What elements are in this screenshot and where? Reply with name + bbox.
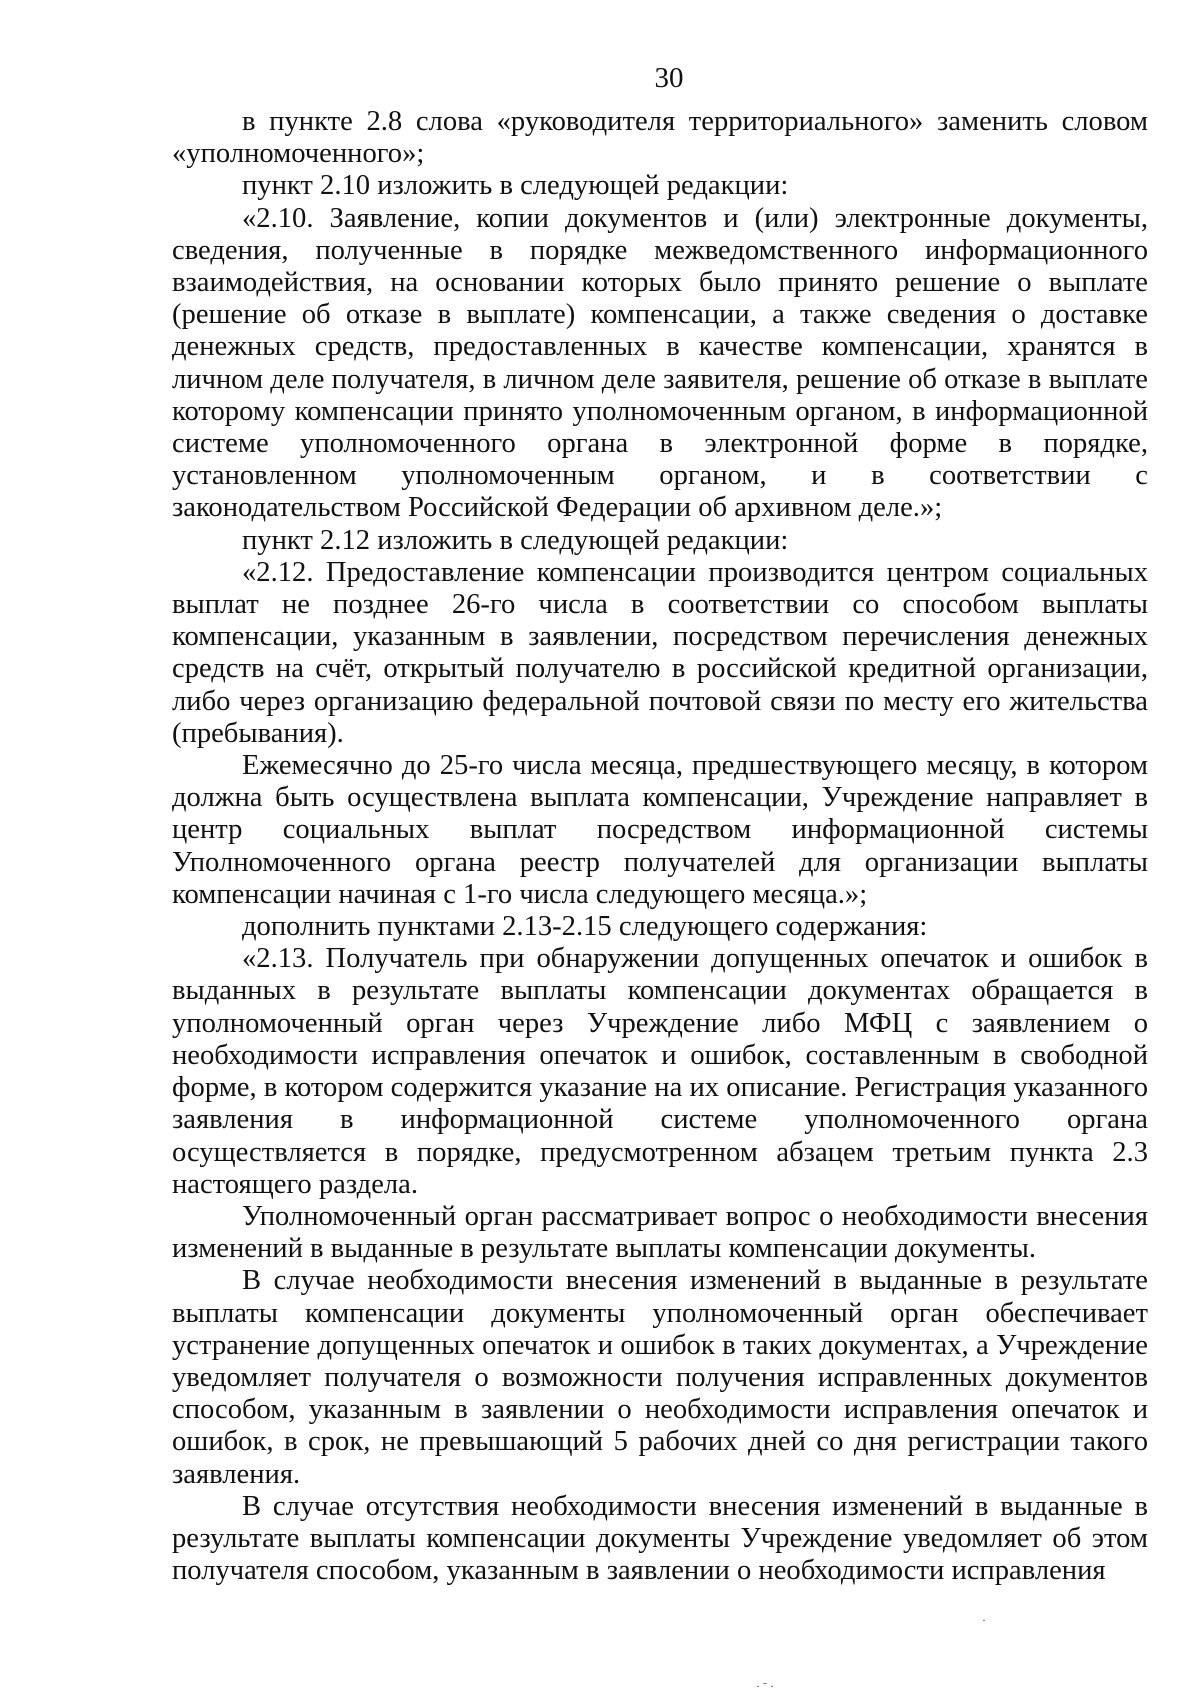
paragraph: «2.10. Заявление, копии документов и (или) электронные документы, сведения, полученные в порядке межведомственного информационного взаимодействия, на основании которых было принято решение о выплате (решение об отказе в выплате) компенсации, а также сведения о доставке денежных средств, предоставленных в качестве компенсации, хранятся в личном деле получателя, в личном деле заявителя, решение об отказе в выплате которому компенсации принято уполномоченным органом, в информационной системе уполномоченного органа в электронной форме в порядке, установленном уполномоченным органом, и в соответствии с законодательством Российской Федерации об архивном деле.»; xyxy=(172,202,1148,524)
document-body xyxy=(172,106,1148,1587)
paragraph: В случае необходимости внесения изменений в выданные в результате выплаты компенсации документы уполномоченный орган обеспечивает устранение допущенных опечаток и ошибок в таких документах, а Учреждение уведомляет получателя о возможности получения исправленных документов способом, указанным в заявлении о необходимости исправления опечаток и ошибок, в срок, не превышающий 5 рабочих дней со дня регистрации такого заявления. xyxy=(172,1265,1148,1490)
scan-speck: · ˉ · xyxy=(756,1679,774,1693)
page-number: 30 xyxy=(654,62,684,94)
paragraph: В случае отсутствия необходимости внесения изменений в выданные в результате выплаты компенсации документы Учреждение уведомляет об этом получателя способом, указанным в заявлении о необходимости исправления xyxy=(172,1490,1148,1587)
paragraph: в пункте 2.8 слова «руководителя территориального» заменить словом «уполномоченного»; xyxy=(172,106,1148,170)
scan-speck: · xyxy=(982,1613,986,1627)
paragraph: «2.12. Предоставление компенсации производится центром социальных выплат не позднее 26-го числа в соответствии со способом выплаты компенсации, указанным в заявлении, посредством перечисления денежных средств на счёт, открытый получателю в российской кредитной организации, либо через организацию федеральной почтовой связи по месту его жительства (пребывания). xyxy=(172,556,1148,749)
paragraph: дополнить пунктами 2.13-2.15 следующего содержания: xyxy=(242,911,928,943)
paragraph: «2.13. Получатель при обнаружении допущенных опечаток и ошибок в выданных в результате выплаты компенсации документах обращается в уполномоченный орган через Учреждение либо МФЦ с заявлением о необходимости исправления опечаток и ошибок, составленным в свободной форме, в котором содержится указание на их описание. Регистрация указанного заявления в информационной системе уполномоченного органа осуществляется в порядке, предусмотренном абзацем третьим пункта 2.3 настоящего раздела. xyxy=(172,943,1148,1200)
paragraph: пункт 2.10 изложить в следующей редакции: xyxy=(242,170,789,202)
paragraph: Ежемесячно до 25-го числа месяца, предшествующего месяцу, в котором должна быть осуществлена выплата компенсации, Учреждение направляет в центр социальных выплат посредством информационной системы Уполномоченного органа реестр получателей для организации выплаты компенсации начиная с 1-го числа следующего месяца.»; xyxy=(172,750,1148,910)
paragraph: Уполномоченный орган рассматривает вопрос о необходимости внесения изменений в выданные в результате выплаты компенсации документы. xyxy=(172,1200,1148,1265)
paragraph: пункт 2.12 изложить в следующей редакции: xyxy=(242,524,789,556)
